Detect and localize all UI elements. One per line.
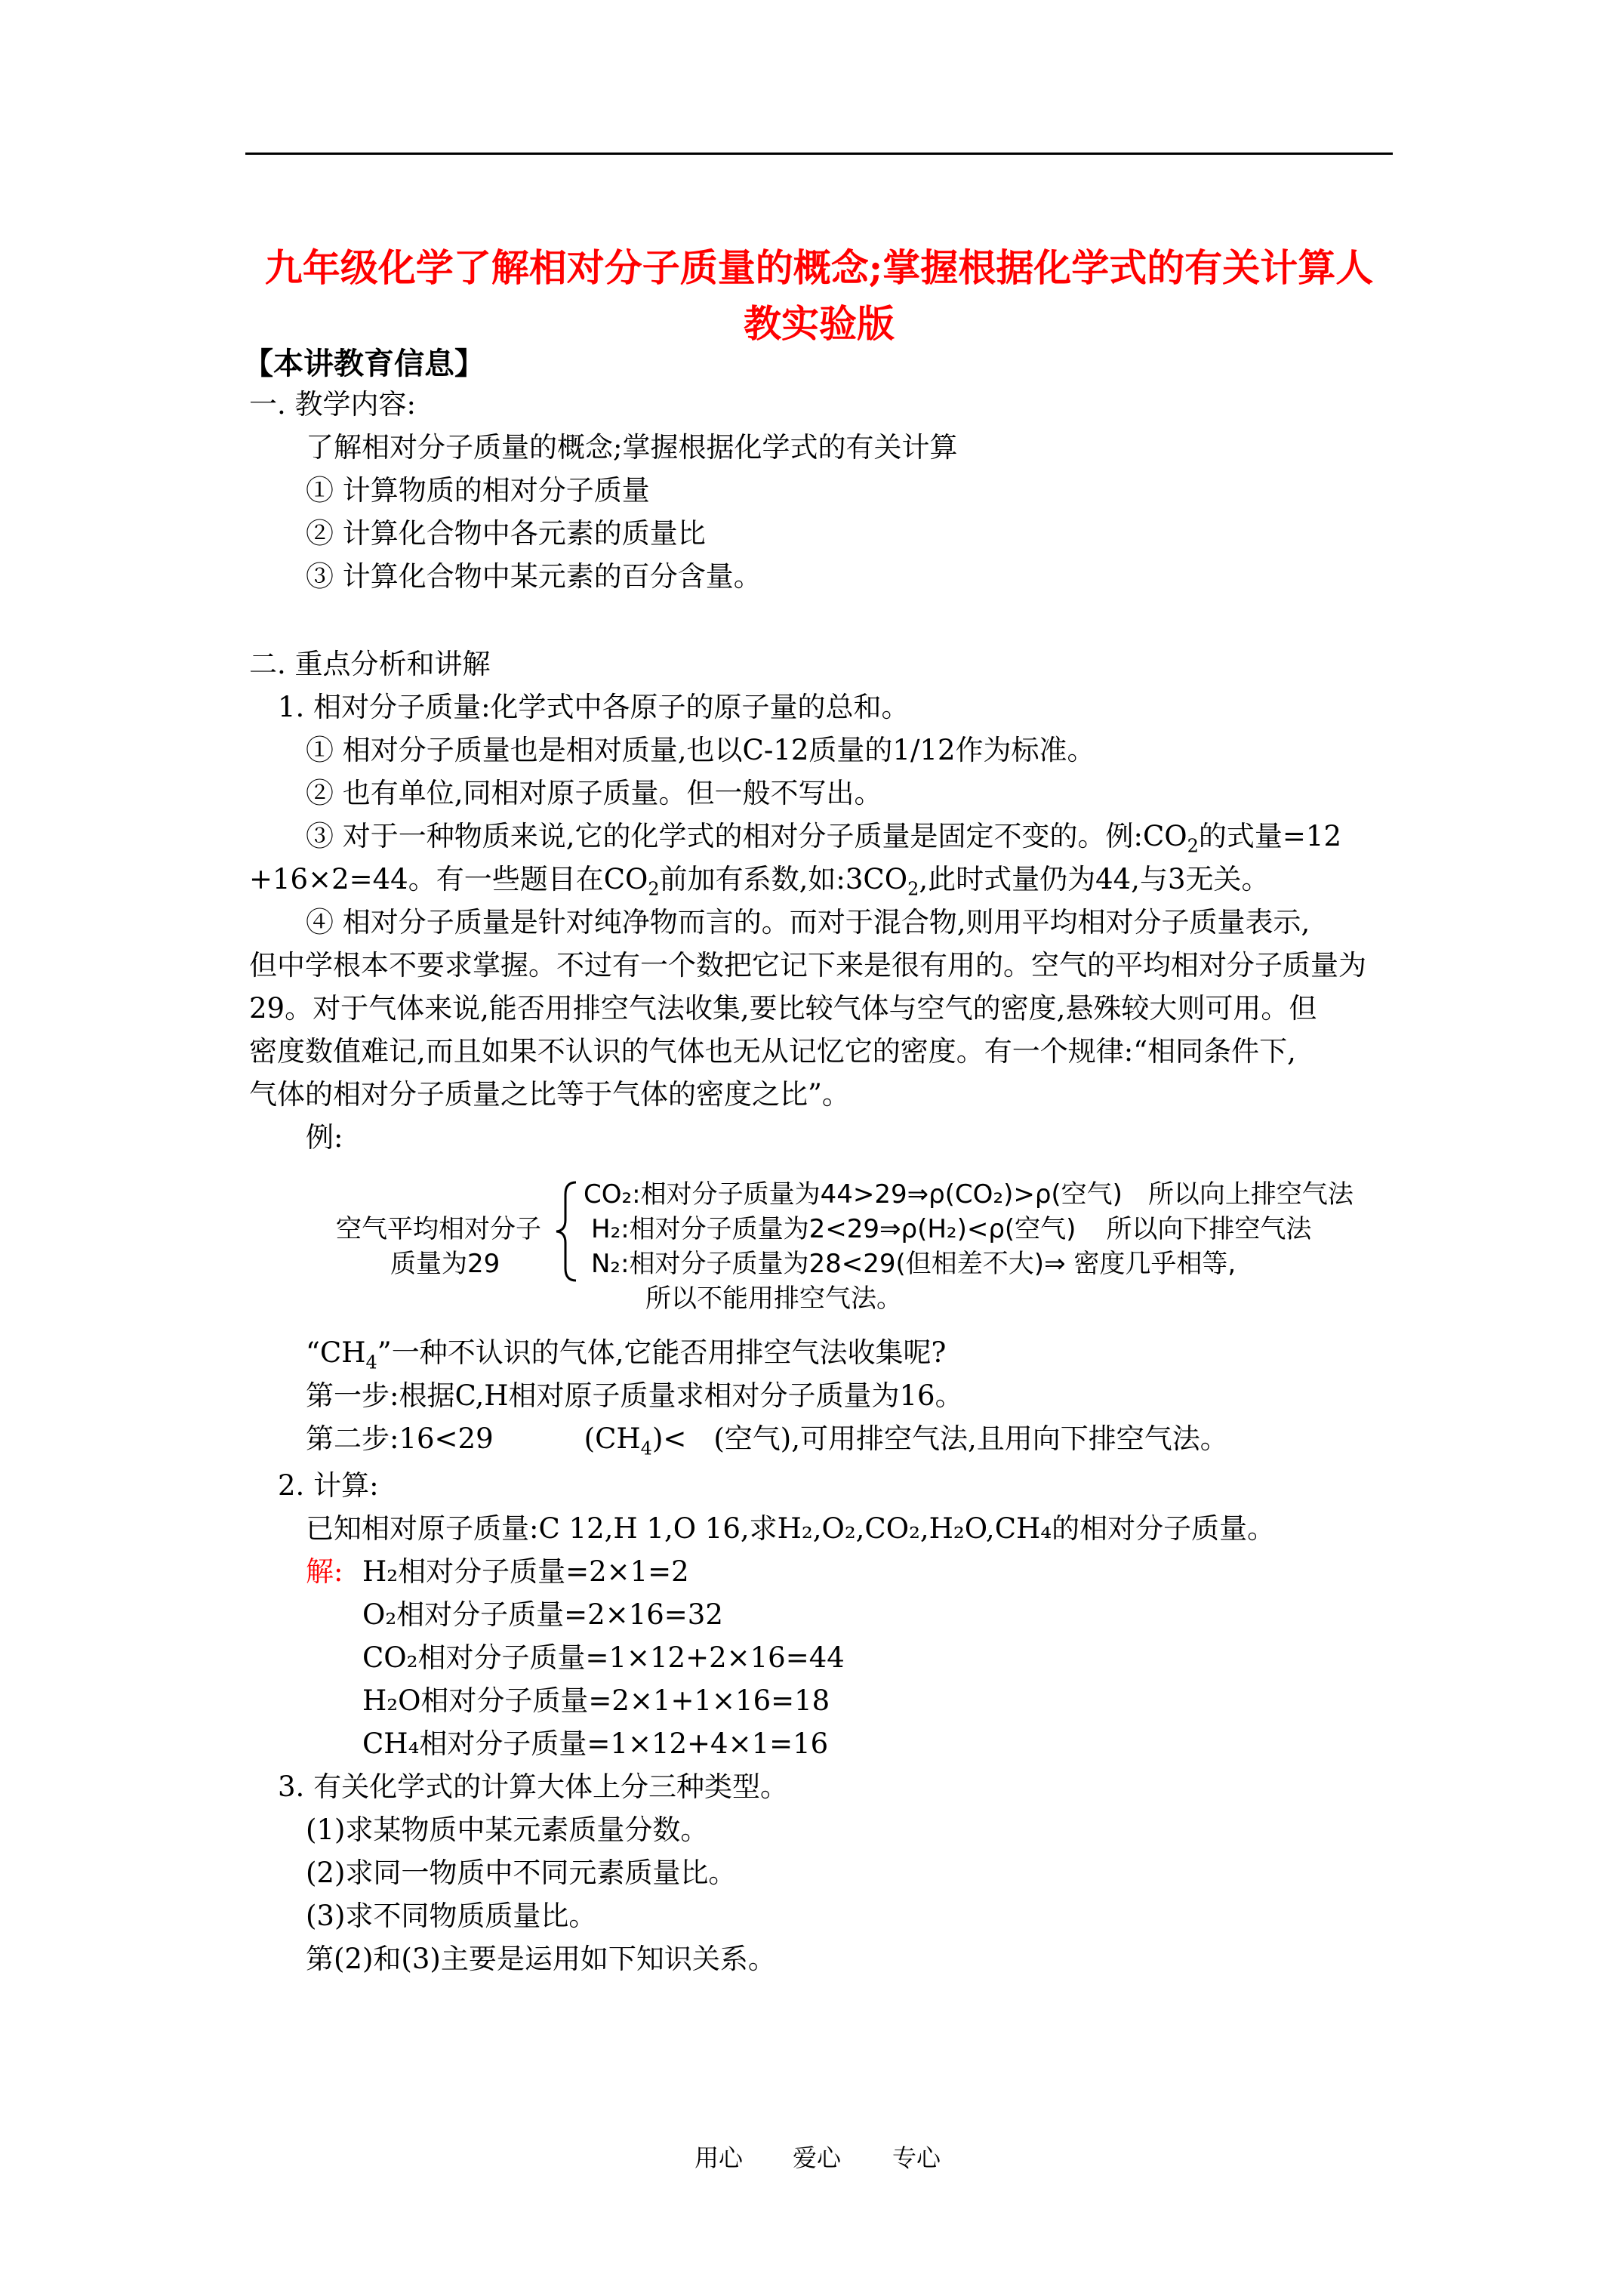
- diagram-n2-note: 所以不能用排空气法。: [645, 1284, 902, 1314]
- document-title: [245, 240, 1393, 352]
- s1-item: ① 计算物质的相对分子质量: [306, 474, 650, 507]
- s1-heading: 一. 教学内容:: [249, 388, 416, 421]
- title-line-2: 教实验版: [744, 301, 895, 346]
- step-1: 第一步:根据C,H相对原子质量求相对分子质量为16。: [306, 1379, 963, 1412]
- s2-p1d-line5: 气体的相对分子质量之比等于气体的密度之比”。: [249, 1078, 850, 1111]
- step-2: 第二步:16<29 $(CH_4)<$ (空气),可用排空气法,且用向下排空气法。: [306, 1422, 1228, 1459]
- s2-p1c-line1: ③ 对于一种物质来说,它的化学式的相对分子质量是固定不变的。例$:CO_2$的式量=12: [306, 820, 1342, 857]
- solution-line: H₂相对分子质量=2×1=2: [362, 1555, 689, 1588]
- footer-text: 爱心: [793, 2143, 842, 2172]
- diagram-h2-line: H₂:相对分子质量为2<29⇒ρ(H₂)<ρ(空气) 所以向下排空气法: [591, 1214, 1312, 1244]
- solution-line: H₂O相对分子质量=2×1+1×16=18: [362, 1684, 830, 1717]
- solution-line: O₂相对分子质量=2×16=32: [362, 1598, 723, 1631]
- diagram-left-line2: 质量为29: [390, 1249, 500, 1279]
- s2-p3-item: (3)求不同物质质量比。: [306, 1900, 597, 1932]
- title-line-1: 九年级化学了解相对分子质量的概念;掌握根据化学式的有关计算人: [264, 245, 1374, 290]
- s1-item: ② 计算化合物中各元素的质量比: [306, 517, 706, 550]
- brace-icon: [553, 1181, 579, 1282]
- s2-p1d-line3: 29。对于气体来说,能否用排空气法收集,要比较气体与空气的密度,悬殊较大则可用。但: [249, 992, 1317, 1025]
- s2-p1c-line2: +16×2=44。有一些题目在$CO_2$前加有系数,如$:3CO_2$,此时式量仍为44,与3无关。: [249, 863, 1270, 900]
- s2-p2-question: 已知相对原子质量:C 12,H 1,O 16,求H₂,O₂,CO₂,H₂O,CH₄的相对分子质量。: [306, 1512, 1276, 1545]
- footer-text: 用心: [694, 2143, 744, 2172]
- s1-intro: 了解相对分子质量的概念;掌握根据化学式的有关计算: [306, 431, 958, 464]
- solution-label: 解:: [306, 1555, 343, 1588]
- s2-p1b: ② 也有单位,同相对原子质量。但一般不写出。: [306, 777, 882, 809]
- gas-collection-diagram: [336, 1178, 1408, 1321]
- s2-p1a: ① 相对分子质量也是相对质量,也以C-12质量的1/12作为标准。: [306, 734, 1095, 766]
- s2-p3-end: 第(2)和(3)主要是运用如下知识关系。: [306, 1943, 776, 1975]
- example-label: 例:: [306, 1121, 343, 1154]
- s1-item: ③ 计算化合物中某元素的百分含量。: [306, 560, 762, 593]
- s2-heading: 二. 重点分析和讲解: [249, 648, 491, 680]
- s2-p1d-line4: 密度数值难记,而且如果不认识的气体也无从记忆它的密度。有一个规律:“相同条件下,: [249, 1035, 1296, 1068]
- diagram-n2-line: N₂:相对分子质量为28<29(但相差不大)⇒ 密度几乎相等,: [591, 1249, 1236, 1279]
- solution-line: CH₄相对分子质量=1×12+4×1=16: [362, 1727, 829, 1760]
- s2-p2: 2. 计算:: [278, 1469, 379, 1502]
- solution-line: CO₂相对分子质量=1×12+2×16=44: [362, 1641, 845, 1674]
- s2-p1d-line2: 但中学根本不要求掌握。不过有一个数把它记下来是很有用的。空气的平均相对分子质量为: [249, 949, 1366, 982]
- header-rule: [245, 153, 1393, 155]
- s2-p1d-line1: ④ 相对分子质量是针对纯净物而言的。而对于混合物,则用平均相对分子质量表示,: [306, 906, 1310, 938]
- s2-p3-item: (2)求同一物质中不同元素质量比。: [306, 1857, 737, 1889]
- diagram-left-line1: 空气平均相对分子: [336, 1214, 541, 1244]
- s2-p1: 1. 相对分子质量:化学式中各原子的原子量的总和。: [278, 691, 910, 723]
- s2-p3: 3. 有关化学式的计算大体上分三种类型。: [278, 1771, 789, 1803]
- footer-text: 专心: [892, 2143, 941, 2172]
- diagram-co2-line: CO₂:相对分子质量为44>29⇒ρ(CO₂)>ρ(空气) 所以向上排空气法: [584, 1179, 1354, 1210]
- section-header: 【本讲教育信息】: [243, 346, 485, 381]
- ch4-question: “$CH_4$”一种不认识的气体,它能否用排空气法收集呢?: [306, 1336, 947, 1373]
- s2-p3-item: (1)求某物质中某元素质量分数。: [306, 1814, 709, 1846]
